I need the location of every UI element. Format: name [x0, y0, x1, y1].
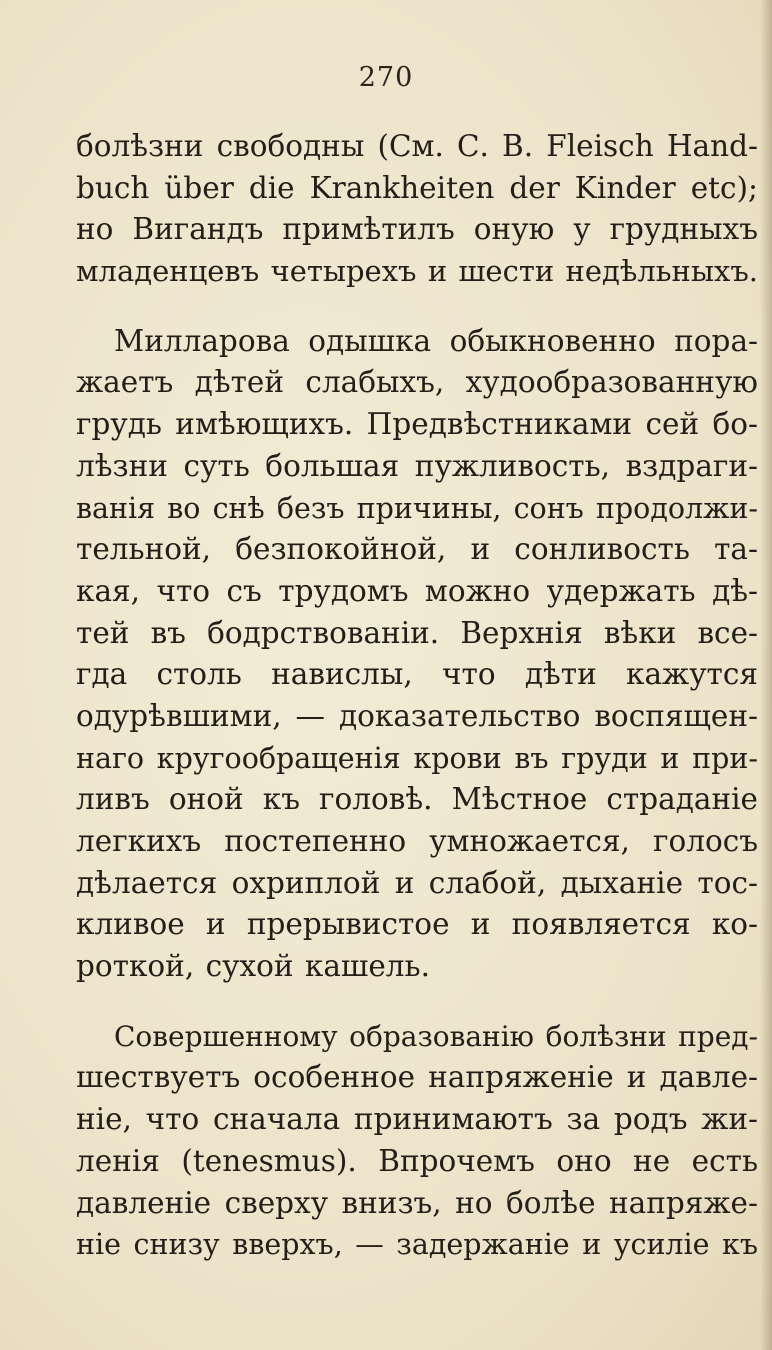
text-line: легкихъ постепенно умножается, голосъ — [76, 824, 758, 858]
text-line: лѣзни суть большая пужливость, вздраги- — [76, 448, 758, 483]
text-line: болѣзни свободны (См. С. В. Fleisch Hand- — [76, 129, 758, 163]
text-line: дѣлается охриплой и слабой, дыханіе тос- — [76, 865, 758, 900]
page-number: 270 — [358, 62, 414, 93]
text-line: тельной, безпокойной, и сонливость та- — [76, 532, 758, 567]
text-line: наго кругообращенія крови въ груди и при- — [76, 741, 758, 775]
text-line: младенцевъ четырехъ и шести недѣльныхъ. — [76, 254, 758, 289]
text-line: ванія во снѣ безъ причины, сонъ продолжи- — [76, 491, 758, 525]
paragraph-gap — [76, 988, 758, 1016]
text-line: кая, что съ трудомъ можно удержать дѣ- — [76, 573, 758, 608]
text-line: жаетъ дѣтей слабыхъ, худообразованную — [76, 365, 758, 400]
text-line: но Вигандъ примѣтилъ оную у грудныхъ — [76, 212, 758, 247]
paragraph-gap — [76, 293, 758, 321]
text-line: Милларова одышка обыкновенно пора- — [114, 323, 758, 358]
text-line: одурѣвшими, — доказательство воспящен- — [76, 698, 758, 733]
text-line: ленія (tenesmus). Впрочемъ оно не есть — [76, 1143, 758, 1178]
text-line: кливое и прерывистое и появляется ко- — [76, 907, 758, 942]
text-line: шествуетъ особенное напряженіе и давле- — [76, 1060, 758, 1095]
body-text — [76, 126, 758, 1266]
text-line: роткой, сухой кашель. — [76, 949, 430, 984]
text-line: грудь имѣющихъ. Предвѣстниками сей бо- — [76, 407, 758, 442]
text-line: гда столь навислы, что дѣти кажутся — [76, 657, 758, 692]
text-line: ніе снизу вверхъ, — задержаніе и усиліе къ — [76, 1228, 758, 1262]
page-edge-shadow — [760, 0, 772, 1350]
text-line: buch über die Krankheiten der Kinder etc); — [76, 170, 758, 205]
text-line: ніе, что сначала принимаютъ за родъ жи- — [76, 1102, 758, 1137]
text-line: Совершенному образованію болѣзни пред- — [114, 1019, 758, 1053]
text-line: ливъ оной къ головѣ. Мѣстное страданіе — [76, 782, 758, 817]
text-line: тей въ бодрствованіи. Верхнія вѣки все- — [76, 615, 758, 650]
text-line: давленіе сверху внизъ, но болѣе напряже- — [76, 1185, 758, 1220]
